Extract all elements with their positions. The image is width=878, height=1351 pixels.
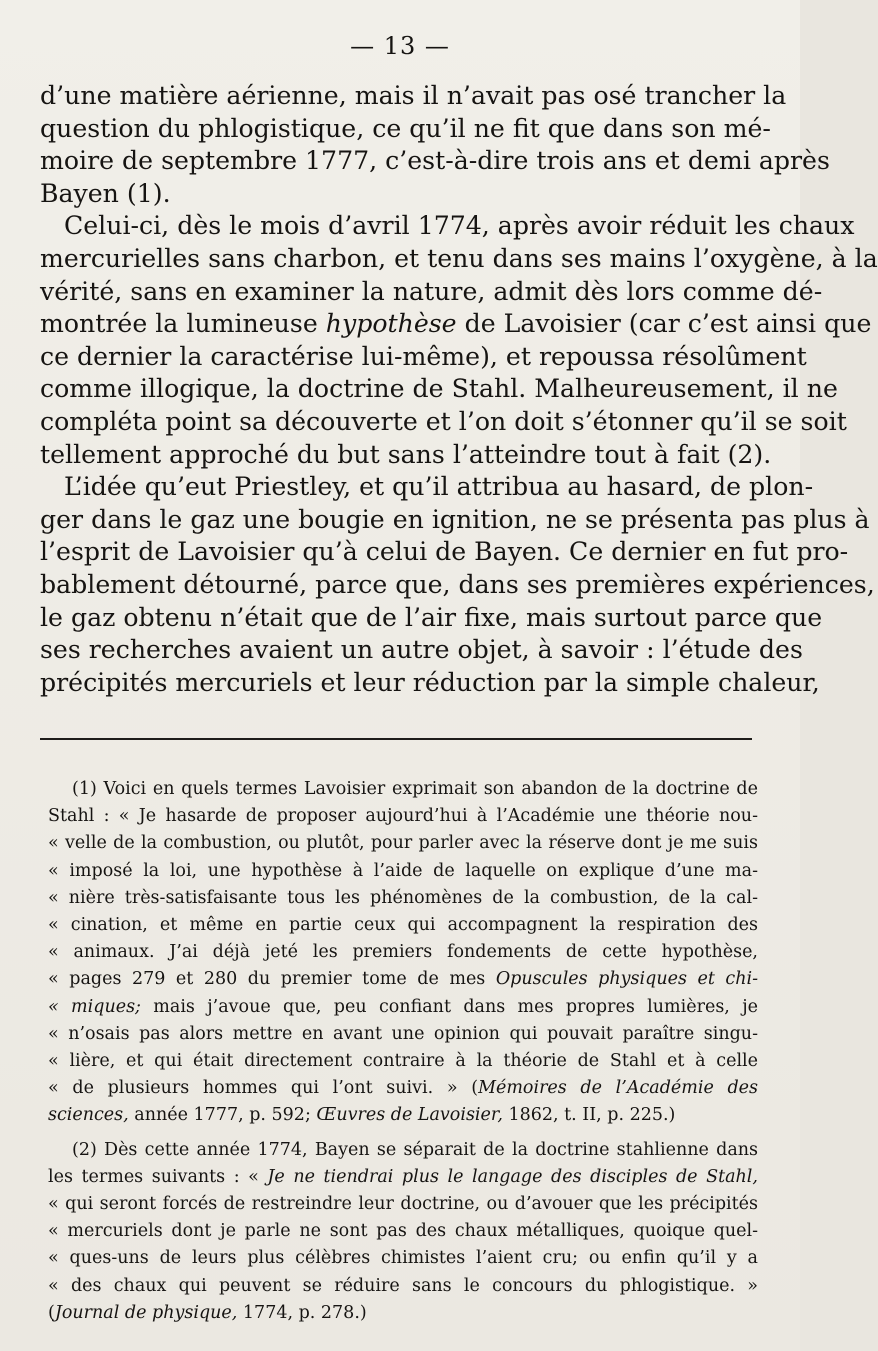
italic-title: Mémoires de l’Académie des (478, 1078, 759, 1099)
italic-title: Opuscules physiques et chi- (495, 969, 758, 990)
page-number: — 13 — (350, 32, 450, 60)
body-line-with-italic (40, 308, 872, 341)
paragraph-start: Celui-ci, dès le mois d’avril 1774, après avoir réduit les chaux (64, 211, 855, 241)
text-run: de Lavoisier (car c’est ainsi que (464, 309, 872, 339)
italic-title: Journal de physique, (54, 1302, 238, 1323)
footnote-2-line: « des chaux qui peuvent se réduire sans le concours du phlogistique. » (48, 1275, 758, 1296)
paragraph-start: L’idée qu’eut Priestley, et qu’il attribua au hasard, de plon- (64, 472, 814, 502)
body-line: compléta point sa découverte et l’on doit s’étonner qu’il se soit (40, 406, 847, 436)
footnote-1-line: « imposé la loi, une hypothèse à l’aide de laquelle on explique d’une ma- (48, 860, 758, 881)
body-line: tellement approché du but sans l’atteindre tout à fait (2). (40, 439, 772, 469)
text-run: les termes suivants : « (48, 1166, 259, 1187)
footnote-2-line: « qui seront forcés de restreindre leur doctrine, ou d’avouer que les précipités (48, 1194, 758, 1215)
italic-quote: Je ne tiendrai plus le langage des disciples de Stahl, (267, 1166, 758, 1187)
footnote-2-line (48, 1164, 758, 1191)
italic-term: hypothèse (325, 309, 457, 339)
footnote-1-line: « nière très-satisfaisante tous les phénomènes de la combustion, de la cal- (48, 887, 758, 908)
text-run: ( (48, 1302, 55, 1323)
body-line: question du phlogistique, ce qu’il ne fit que dans son mé- (40, 113, 771, 143)
footnote-1-line: (1) Voici en quels termes Lavoisier exprimait son abandon de la doctrine de (72, 779, 758, 799)
footnote-2-line: (2) Dès cette année 1774, Bayen se séparait de la doctrine stahlienne dans (72, 1139, 758, 1160)
italic-title: « miques; (48, 996, 141, 1017)
text-run: « pages 279 et 280 du premier tome de mes (48, 969, 486, 990)
footnote-1-line: « cination, et même en partie ceux qui accompagnent la respiration des (48, 915, 758, 936)
footnote-1-line (48, 1075, 758, 1102)
note-spacer (48, 1130, 758, 1137)
italic-title: sciences, (48, 1105, 129, 1126)
text-run: montrée la lumineuse (40, 309, 318, 339)
footnote-1-line: Stahl : « Je hasarde de proposer aujourd’hui à l’Académie une théorie nou- (48, 806, 758, 827)
text-run: 1862, t. II, p. 225.) (508, 1105, 676, 1126)
body-line: ger dans le gaz une bougie en ignition, ne se présenta pas plus à (40, 504, 870, 534)
footnotes (48, 776, 758, 1327)
footnote-1-line: « animaux. J’ai déjà jeté les premiers fondements de cette hypothèse, (48, 942, 758, 963)
text-run: « de plusieurs hommes qui l’ont suivi. » ( (48, 1078, 479, 1099)
body-line: vérité, sans en examiner la nature, admit dès lors comme dé- (40, 276, 823, 306)
text-run: année 1777, p. 592; (134, 1105, 311, 1126)
footnote-1-line (48, 1102, 758, 1129)
body-line: d’une matière aérienne, mais il n’avait pas osé trancher la (40, 81, 787, 110)
text-run: 1774, p. 278.) (242, 1302, 367, 1323)
footnote-2-line (48, 1300, 758, 1327)
body-line: moire de septembre 1777, c’est-à-dire trois ans et demi après (40, 146, 830, 176)
body-line: comme illogique, la doctrine de Stahl. Malheureusement, il ne (40, 374, 838, 404)
body-line: mercurielles sans charbon, et tenu dans ses mains l’oxygène, à la (40, 243, 878, 273)
main-text (40, 80, 878, 699)
text-run: mais j’avoue que, peu confiant dans mes propres lumières, je (153, 996, 758, 1017)
footnote-1-line: « velle de la combustion, ou plutôt, pour parler avec la réserve dont je me suis (48, 833, 758, 854)
footnote-1-line: « n’osais pas alors mettre en avant une opinion qui pouvait paraître singu- (48, 1023, 758, 1044)
footnote-2-line: « mercuriels dont je parle ne sont pas des chaux métalliques, quoique quel- (48, 1221, 758, 1242)
footnote-2-line: « ques-uns de leurs plus célèbres chimistes l’aient cru; ou enfin qu’il y a (48, 1248, 758, 1269)
body-line: l’esprit de Lavoisier qu’à celui de Bayen. Ce dernier en fut pro- (40, 537, 849, 567)
footnote-1-line: « lière, et qui était directement contraire à la théorie de Stahl et à celle (48, 1051, 758, 1072)
footnote-1-line (48, 994, 758, 1021)
body-line: ce dernier la caractérise lui-même), et repoussa résolûment (40, 341, 807, 371)
body-line: ses recherches avaient un autre objet, à savoir : l’étude des (40, 635, 803, 665)
body-line: bablement détourné, parce que, dans ses premières expériences, (40, 569, 875, 599)
italic-title: Œuvres de Lavoisier, (316, 1105, 503, 1126)
footnote-separator (40, 738, 752, 740)
body-line: le gaz obtenu n’était que de l’air fixe, mais surtout parce que (40, 602, 823, 632)
body-line: précipités mercuriels et leur réduction par la simple chaleur, (40, 667, 820, 697)
footnote-1-line (48, 966, 758, 993)
body-line: Bayen (1). (40, 178, 171, 208)
